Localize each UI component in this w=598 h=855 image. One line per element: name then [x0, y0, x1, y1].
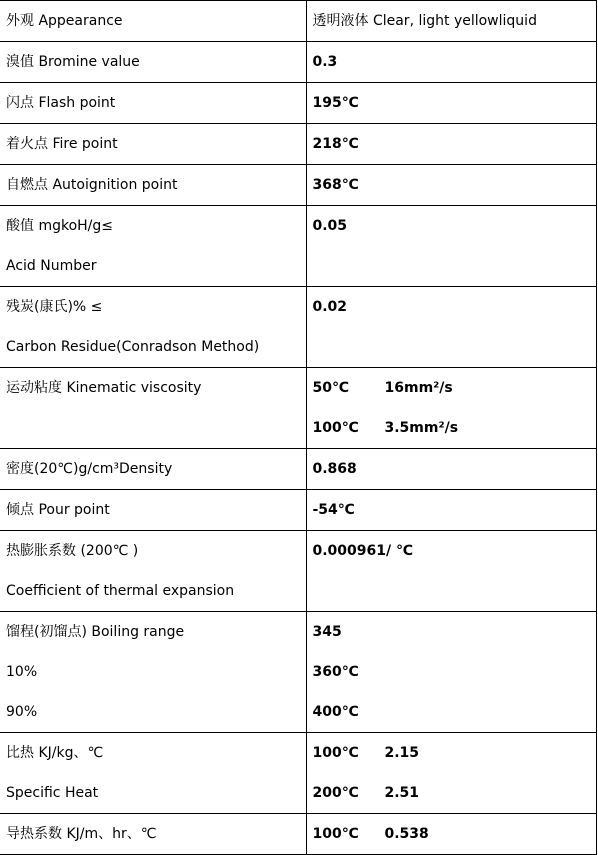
property-label: Coefficient of thermal expansion: [6, 583, 235, 599]
property-label-cell: [0, 368, 306, 449]
property-value-cell: [306, 206, 596, 287]
property-label: 导热系数 KJ/m、hr、℃: [6, 826, 157, 842]
property-label-cell: [0, 490, 306, 531]
property-value-cell: [306, 124, 596, 165]
table-row: [0, 287, 596, 368]
property-value-cell: [306, 449, 596, 490]
property-value-cell: [306, 1, 596, 42]
property-value: 0.05: [312, 218, 348, 234]
property-label-cell: [0, 124, 306, 165]
property-label: 残炭(康氏)% ≤: [6, 299, 103, 315]
property-value-cell: [306, 814, 596, 855]
property-value: 0.02: [312, 299, 348, 315]
property-value: 400℃: [312, 704, 359, 720]
property-value-cell: [306, 490, 596, 531]
table-row: [0, 814, 596, 855]
property-label: 外观 Appearance: [6, 13, 123, 29]
measured-value: 3.5mm²/s: [384, 420, 459, 436]
property-label: 馏程(初馏点) Boiling range: [6, 624, 185, 640]
property-value-pair: [313, 368, 590, 408]
property-value: 0.868: [312, 461, 357, 477]
table-row: [0, 531, 596, 612]
properties-table-body: [0, 1, 596, 855]
property-label-cell: [0, 531, 306, 612]
property-label: 90%: [6, 704, 38, 720]
property-label-cell: [0, 449, 306, 490]
condition-value: 50℃: [312, 380, 349, 396]
property-value: 透明液体 Clear, light yellowliquid: [312, 13, 537, 29]
property-label: 密度(20℃)g/cm³Density: [6, 461, 173, 477]
property-label-cell: [0, 1, 306, 42]
property-label-cell: [0, 733, 306, 814]
condition-value: 200℃: [312, 785, 359, 801]
property-value: -54℃: [312, 502, 355, 518]
property-label: 热膨胀系数 (200℃ ): [6, 543, 139, 559]
table-row: [0, 206, 596, 287]
property-label: 闪点 Flash point: [6, 95, 116, 111]
property-value-cell: [306, 83, 596, 124]
measured-value: 2.15: [384, 745, 420, 761]
property-value: 195℃: [312, 95, 359, 111]
property-value: 345: [312, 624, 342, 640]
measured-value: 16mm²/s: [384, 380, 453, 396]
property-label: 运动粘度 Kinematic viscosity: [6, 380, 202, 396]
property-value: 368℃: [312, 177, 359, 193]
property-label-cell: [0, 287, 306, 368]
property-value-cell: [306, 612, 596, 733]
property-value: 218℃: [312, 136, 359, 152]
property-value-cell: [306, 733, 596, 814]
property-label-cell: [0, 165, 306, 206]
property-label: 酸值 mgkoH/g≤: [6, 218, 114, 234]
property-label: 倾点 Pour point: [6, 502, 110, 518]
table-row: [0, 42, 596, 83]
property-label: 溴值 Bromine value: [6, 54, 140, 70]
property-label-cell: [0, 42, 306, 83]
property-label: Specific Heat: [6, 785, 99, 801]
property-value-cell: [306, 368, 596, 449]
property-label-cell: [0, 83, 306, 124]
table-row: [0, 612, 596, 733]
property-label: 10%: [6, 664, 38, 680]
table-row: [0, 733, 596, 814]
table-row: [0, 490, 596, 531]
property-value: 0.3: [312, 54, 338, 70]
measured-value: 2.51: [384, 785, 420, 801]
measured-value: 0.538: [384, 826, 429, 842]
table-row: [0, 165, 596, 206]
property-value-cell: [306, 287, 596, 368]
property-value-pair: [313, 814, 590, 854]
table-row: [0, 83, 596, 124]
property-value-cell: [306, 165, 596, 206]
property-value-cell: [306, 531, 596, 612]
property-value-cell: [306, 42, 596, 83]
property-label-cell: [0, 612, 306, 733]
property-label: 自燃点 Autoignition point: [6, 177, 178, 193]
condition-value: 100℃: [312, 420, 359, 436]
property-value: 0.000961/ ℃: [312, 543, 413, 559]
condition-value: 100℃: [312, 826, 359, 842]
property-value-pair: [313, 733, 590, 773]
property-label-cell: [0, 814, 306, 855]
property-value-pair: [313, 773, 590, 813]
property-value: 360℃: [312, 664, 359, 680]
property-label: Carbon Residue(Conradson Method): [6, 339, 260, 355]
table-row: [0, 368, 596, 449]
condition-value: 100℃: [312, 745, 359, 761]
table-row: [0, 124, 596, 165]
property-label: 着火点 Fire point: [6, 136, 118, 152]
property-label: 比热 KJ/kg、℃: [6, 745, 104, 761]
property-label: Acid Number: [6, 258, 97, 274]
table-row: [0, 1, 596, 42]
table-row: [0, 449, 596, 490]
property-value-pair: [313, 408, 590, 448]
property-label-cell: [0, 206, 306, 287]
